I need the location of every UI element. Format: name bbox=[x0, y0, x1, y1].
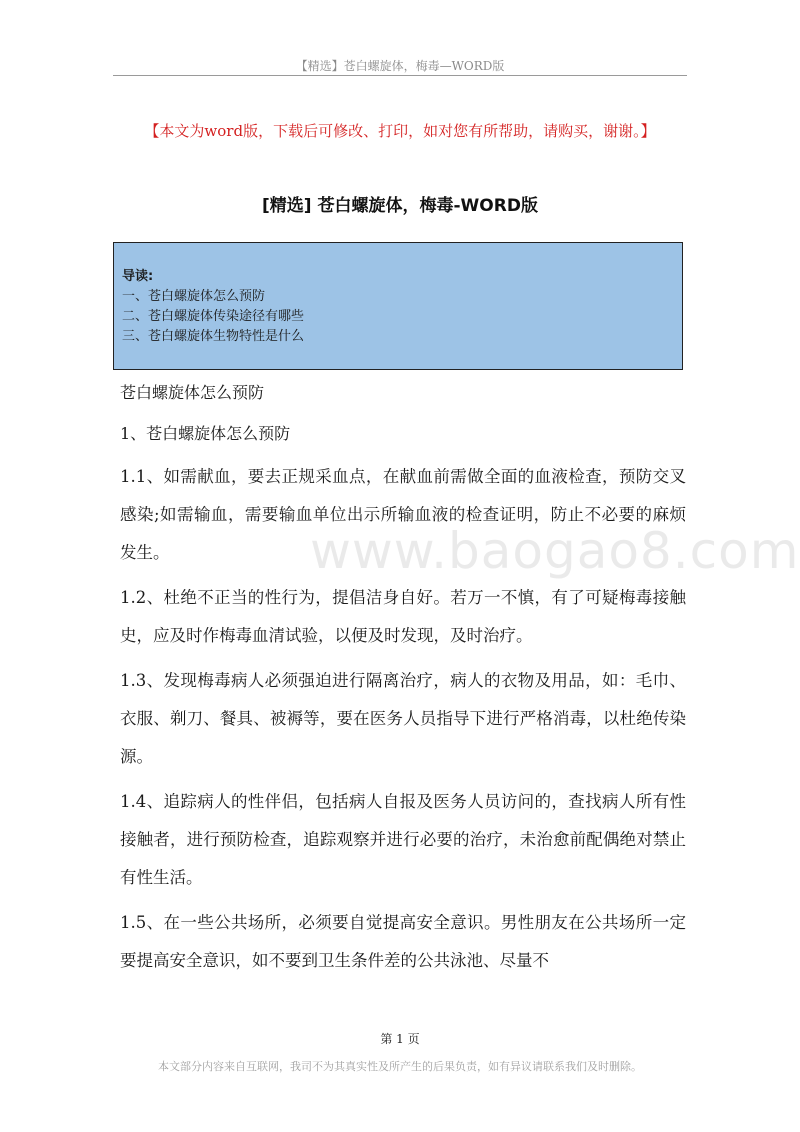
guide-item: 一、苍白螺旋体怎么预防 bbox=[122, 289, 266, 304]
document-title: [精选] 苍白螺旋体，梅毒-WORD版 bbox=[262, 196, 538, 216]
paragraph: 1.5、在一些公共场所，必须要自觉提高安全意识。男性朋友在公共场所一定要提高安全意识，如不要到卫生条件差的公共泳池、尽量不 bbox=[120, 913, 686, 970]
guide-heading: 导读: bbox=[122, 269, 154, 284]
guide-item: 三、苍白螺旋体生物特性是什么 bbox=[122, 329, 305, 344]
footer-disclaimer: 本文部分内容来自互联网，我司不为其真实性及所产生的后果负责，如有异议请联系我们及时删除。 bbox=[158, 1060, 642, 1073]
section-heading: 苍白螺旋体怎么预防 bbox=[120, 383, 265, 402]
running-header: 【精选】苍白螺旋体，梅毒—WORD版 bbox=[295, 59, 505, 73]
paragraph: 1.1、如需献血，要去正规采血点，在献血前需做全面的血液检查，预防交叉感染;如需输血，需要输血单位出示所输血液的检查证明，防止不必要的麻烦发生。 bbox=[120, 467, 686, 562]
download-notice: 【本文为word版，下载后可修改、打印，如对您有所帮助，请购买，谢谢。】 bbox=[144, 122, 656, 140]
guide-list bbox=[122, 287, 682, 347]
sub-heading: 1、苍白螺旋体怎么预防 bbox=[120, 424, 291, 443]
header-divider bbox=[113, 75, 687, 76]
watermark: www.baogao8.com bbox=[310, 522, 800, 580]
body-content bbox=[120, 378, 686, 987]
paragraph: 1.4、追踪病人的性伴侣，包括病人自报及医务人员访问的，查找病人所有性接触者，进行预防检查，追踪观察并进行必要的治疗，未治愈前配偶绝对禁止有性生活。 bbox=[120, 792, 686, 887]
guide-item: 二、苍白螺旋体传染途径有哪些 bbox=[122, 309, 305, 324]
paragraph: 1.2、杜绝不正当的性行为，提倡洁身自好。若万一不慎，有了可疑梅毒接触史，应及时作梅毒血清试验，以便及时发现，及时治疗。 bbox=[120, 588, 686, 645]
paragraph: 1.3、发现梅毒病人必须强迫进行隔离治疗，病人的衣物及用品，如：毛巾、衣服、剃刀、餐具、被褥等，要在医务人员指导下进行严格消毒，以杜绝传染源。 bbox=[120, 671, 686, 766]
page-number: 第 1 页 bbox=[380, 1032, 420, 1046]
guide-box bbox=[113, 242, 683, 370]
